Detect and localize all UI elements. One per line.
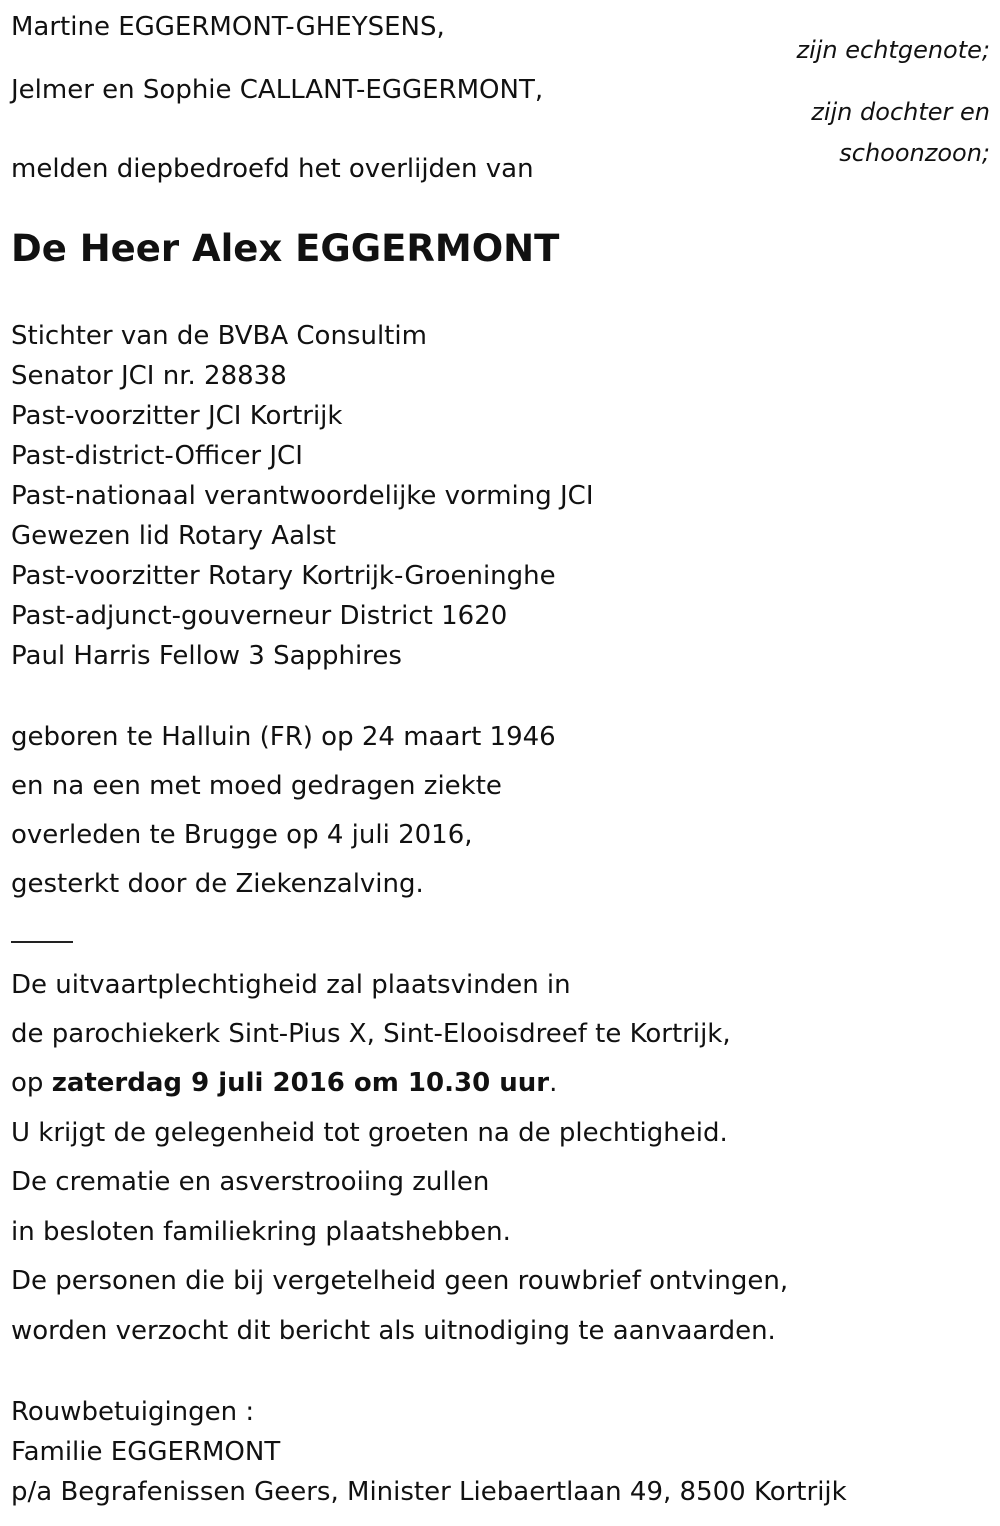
title-item: Past-district-Officer JCI	[11, 441, 303, 471]
announcement-text: melden diepbedroefd het overlijden van	[11, 154, 534, 184]
title-item: Past-nationaal verantwoordelijke vorming JCI	[11, 481, 594, 511]
title-item: Paul Harris Fellow 3 Sapphires	[11, 641, 402, 671]
family-member-2-relation-line2: schoonzoon;	[839, 139, 990, 167]
birth-line: geboren te Halluin (FR) op 24 maart 1946	[11, 722, 556, 752]
sacrament-line: gesterkt door de Ziekenzalving.	[11, 869, 424, 899]
illness-line: en na een met moed gedragen ziekte	[11, 771, 502, 801]
cremation-line-2: in besloten familiekring plaatshebben.	[11, 1217, 511, 1247]
invitation-line-2: worden verzocht dit bericht als uitnodiging te aanvaarden.	[11, 1316, 776, 1346]
title-item: Past-voorzitter JCI Kortrijk	[11, 401, 343, 431]
title-item: Past-adjunct-gouverneur District 1620	[11, 601, 508, 631]
funeral-line: De uitvaartplechtigheid zal plaatsvinden in	[11, 970, 571, 1000]
family-member-2-relation-line1: zijn dochter en	[811, 98, 990, 126]
funeral-greeting-line: U krijgt de gelegenheid tot groeten na de plechtigheid.	[11, 1118, 728, 1148]
family-member-1-relation: zijn echtgenote;	[796, 36, 990, 64]
title-item: Gewezen lid Rotary Aalst	[11, 521, 336, 551]
funeral-date-suffix: .	[549, 1068, 558, 1098]
funeral-date-line	[11, 1070, 557, 1096]
condolences-recipient: Familie EGGERMONT	[11, 1437, 281, 1467]
funeral-date-prefix: op	[11, 1068, 52, 1098]
condolences-address: p/a Begrafenissen Geers, Minister Liebaertlaan 49, 8500 Kortrijk	[11, 1477, 847, 1507]
separator-line	[11, 941, 73, 943]
title-item: Stichter van de BVBA Consultim	[11, 321, 427, 351]
family-member-2-name: Jelmer en Sophie CALLANT-EGGERMONT,	[11, 75, 544, 105]
funeral-date: zaterdag 9 juli 2016 om 10.30 uur	[51, 1068, 550, 1098]
family-member-1-name: Martine EGGERMONT-GHEYSENS,	[11, 12, 445, 42]
invitation-line: De personen die bij vergetelheid geen rouwbrief ontvingen,	[11, 1266, 789, 1296]
deceased-name: De Heer Alex EGGERMONT	[11, 227, 560, 270]
condolences-label: Rouwbetuigingen :	[11, 1397, 255, 1427]
cremation-line: De crematie en asverstrooiing zullen	[11, 1167, 490, 1197]
death-line: overleden te Brugge op 4 juli 2016,	[11, 820, 473, 850]
funeral-church-line: de parochiekerk Sint-Pius X, Sint-Elooisdreef te Kortrijk,	[11, 1019, 731, 1049]
title-item: Senator JCI nr. 28838	[11, 361, 287, 391]
title-item: Past-voorzitter Rotary Kortrijk-Groeninghe	[11, 561, 556, 591]
